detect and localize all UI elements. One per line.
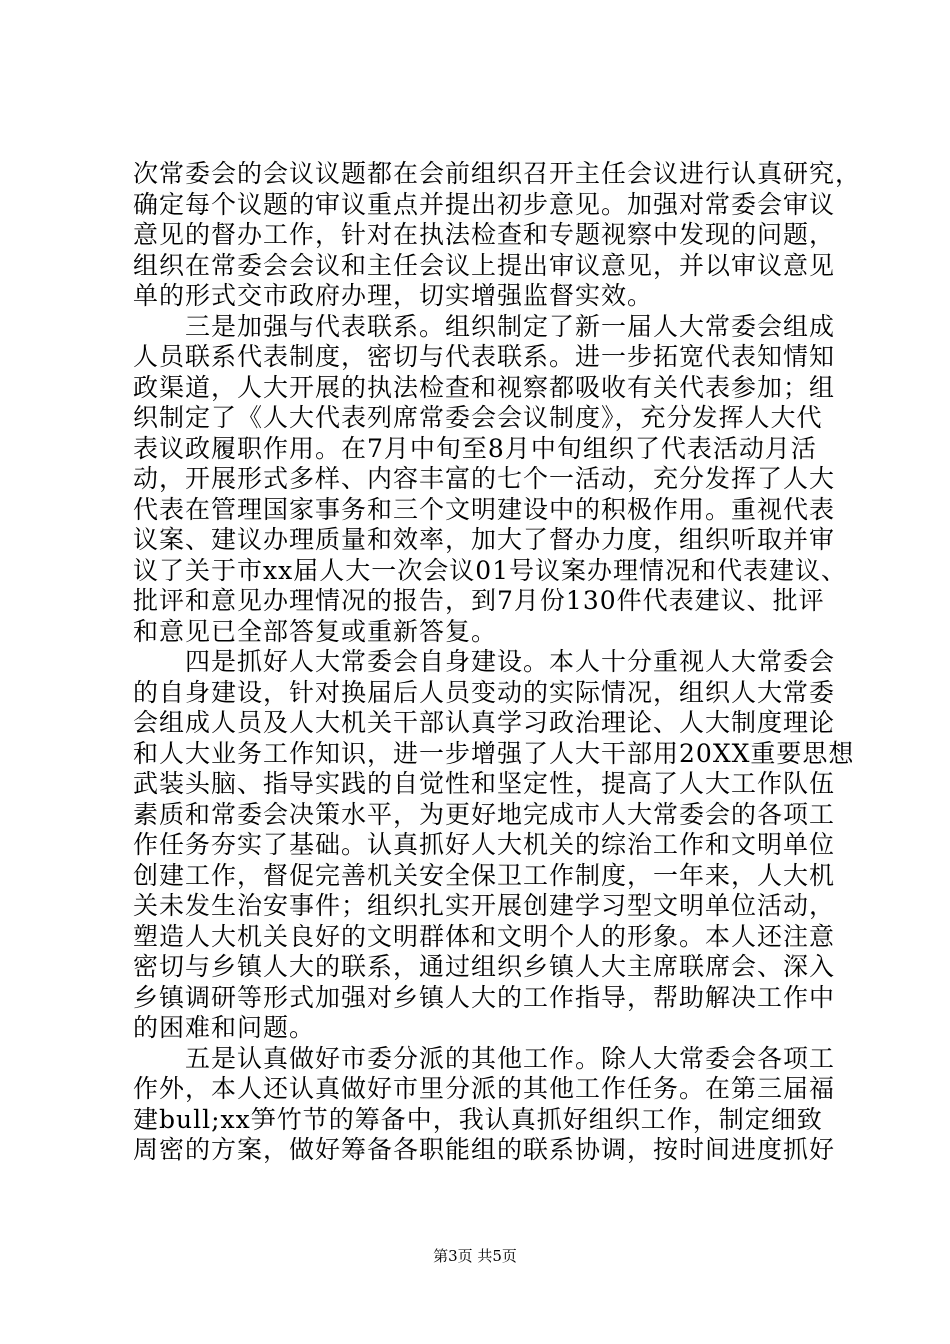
text-line: 动，开展形式多样、内容丰富的七个一活动，充分发挥了人大 [133, 464, 836, 493]
text-line: 周密的方案，做好筹备各职能组的联系协调，按时间进度抓好 [133, 1135, 836, 1164]
text-line: 政渠道，人大开展的执法检查和视察都吸收有关代表参加；组 [133, 372, 836, 402]
text-line: 作任务夯实了基础。认真抓好人大机关的综治工作和文明单位 [133, 830, 836, 859]
document-body [133, 159, 862, 1166]
text-line: 议了关于市xx届人大一次会议01号议案办理情况和代表建议、 [133, 555, 848, 585]
text-line: 确定每个议题的审议重点并提出初步意见。加强对常委会审议 [133, 189, 836, 219]
text-line: 创建工作，督促完善机关安全保卫工作制度，一年来，人大机 [133, 860, 836, 890]
text-line: 关未发生治安事件；组织扎实开展创建学习型文明单位活动， [133, 891, 836, 920]
text-line: 会组成人员及人大机关干部认真学习政治理论、人大制度理论 [133, 708, 836, 737]
text-line: 意见的督办工作，针对在执法检查和专题视察中发现的问题， [133, 220, 836, 249]
text-line: 作外，本人还认真做好市里分派的其他工作任务。在第三届福 [133, 1074, 836, 1103]
text-line: 织制定了《人大代表列席常委会会议制度》，充分发挥人大代 [133, 403, 823, 432]
text-line: 批评和意见办理情况的报告，到7月份130件代表建议、批评 [133, 586, 825, 615]
text-line: 和人大业务工作知识，进一步增强了人大干部用20XX重要思想 [133, 738, 855, 768]
text-line: 密切与乡镇人大的联系，通过组织乡镇人大主席联席会、深入 [133, 952, 836, 981]
text-line: 单的形式交市政府办理，切实增强监督实效。 [133, 281, 654, 310]
text-line: 代表在管理国家事务和三个文明建设中的积极作用。重视代表 [133, 494, 836, 524]
text-line: 表议政履职作用。在7月中旬至8月中旬组织了代表活动月活 [133, 433, 817, 463]
paragraph-start-line: 四是抓好人大常委会自身建设。本人十分重视人大常委会 [133, 647, 836, 676]
text-line: 次常委会的会议议题都在会前组织召开主任会议进行认真研究， [133, 159, 862, 188]
paragraph-start-line: 五是认真做好市委分派的其他工作。除人大常委会各项工 [133, 1043, 836, 1073]
text-line: 塑造人大机关良好的文明群体和文明个人的形象。本人还注意 [133, 921, 836, 951]
paragraph-start-line: 三是加强与代表联系。组织制定了新一届人大常委会组成 [133, 311, 836, 341]
text-line: 组织在常委会会议和主任会议上提出审议意见，并以审议意见 [133, 250, 836, 280]
text-line: 建bull;xx笋竹节的筹备中，我认真抓好组织工作，制定细致 [133, 1104, 823, 1134]
text-line: 乡镇调研等形式加强对乡镇人大的工作指导，帮助解决工作中 [133, 982, 836, 1012]
text-line: 议案、建议办理质量和效率，加大了督办力度，组织听取并审 [133, 525, 836, 554]
text-line: 的自身建设，针对换届后人员变动的实际情况，组织人大常委 [133, 677, 836, 707]
text-line: 素质和常委会决策水平，为更好地完成市人大常委会的各项工 [133, 799, 836, 829]
text-line: 和意见已全部答复或重新答复。 [133, 616, 498, 646]
text-line: 武装头脑、指导实践的自觉性和坚定性，提高了人大工作队伍 [133, 769, 836, 798]
text-line: 人员联系代表制度，密切与代表联系。进一步拓宽代表知情知 [133, 342, 836, 371]
text-line: 的困难和问题。 [133, 1013, 316, 1042]
page-number-footer: 第3页 共5页 [433, 1247, 517, 1265]
